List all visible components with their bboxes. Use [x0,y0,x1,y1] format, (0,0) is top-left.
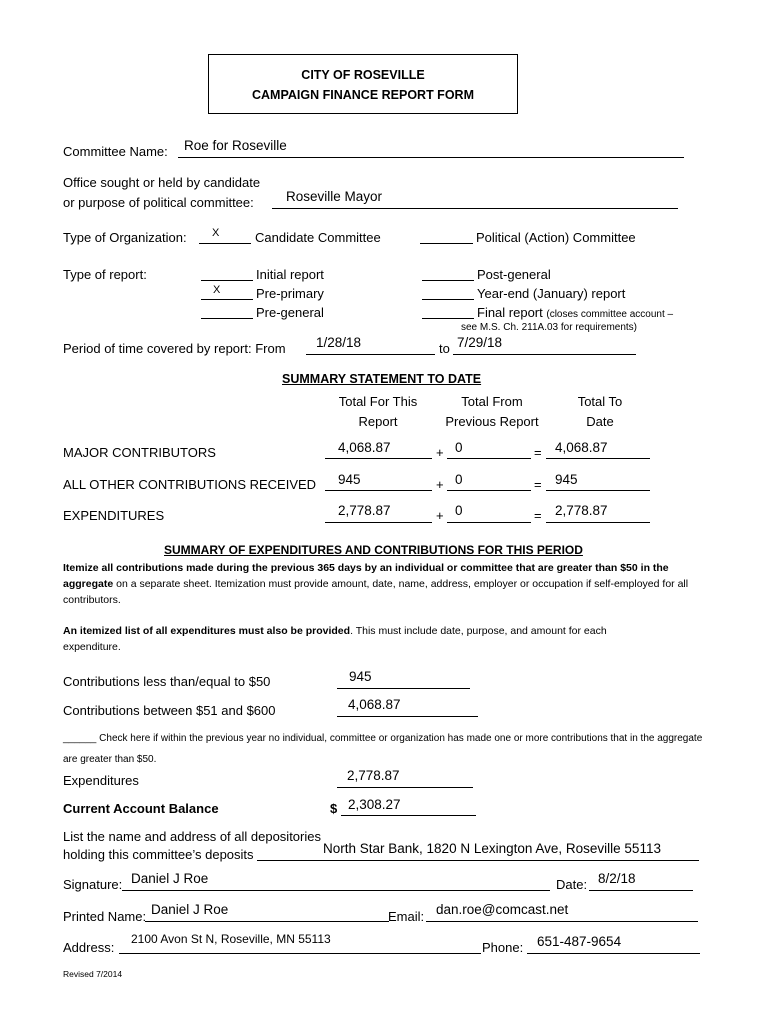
email-value[interactable]: dan.roe@comcast.net [436,902,569,917]
printed-name-value[interactable]: Daniel J Roe [151,902,229,917]
summary-row-total-line [546,458,650,459]
postgeneral-label: Post-general [477,267,551,282]
summary-row-prev[interactable]: 0 [455,440,463,455]
itemize-contributions-paragraph [63,560,713,608]
preprimary-mark: X [213,284,221,296]
plus-sign: + [436,508,444,523]
itemize-expenditures-bold: An itemized list of all expenditures must also be provided [63,625,351,637]
summary-title: SUMMARY STATEMENT TO DATE [282,372,482,386]
revised-note: Revised 7/2014 [63,969,123,979]
printed-name-line [145,921,389,922]
depositories-value[interactable]: North Star Bank, 1820 N Lexington Ave, Roseville 55113 [323,841,661,856]
summary-row-total-line [546,522,650,523]
no-large-contributions-check [63,728,713,770]
summary-row-label: ALL OTHER CONTRIBUTIONS RECEIVED [63,477,317,492]
equals-sign: = [534,445,542,460]
office-line [272,208,678,209]
initial-report-label: Initial report [256,267,324,282]
itemize-contributions-rest: on a separate sheet. Itemization must provide amount, date, name, address, employer or occupation if self-employed for all contributors. [63,578,689,606]
political-committee-label: Political (Action) Committee [476,230,636,245]
summary-row-this[interactable]: 2,778.87 [338,503,391,518]
depositories-line [257,860,699,861]
date-value[interactable]: 8/2/18 [598,871,636,886]
current-balance-line [341,815,476,816]
report-type-label: Type of report: [63,267,147,282]
form-title-report: CAMPAIGN FINANCE REPORT FORM [252,88,474,102]
col-total-header-2: Date [586,414,614,429]
email-line [426,921,698,922]
itemize-contributions-bold: Itemize all contributions made during the previous 365 days by an individual or committee that are greater than $50 in the aggregate [63,562,669,590]
candidate-committee-blank[interactable] [199,243,251,244]
summary-row-prev[interactable]: 0 [455,472,463,487]
summary-row-prev[interactable]: 0 [455,503,463,518]
signature-line [122,890,550,891]
email-label: Email: [388,909,425,924]
itemize-expenditures-paragraph [63,623,663,655]
depositories-label-line2: holding this committee’s deposits [63,847,254,862]
col-previous-header-1: Total From [461,394,523,409]
printed-name-label: Printed Name: [63,909,147,924]
summary-row-this[interactable]: 4,068.87 [338,440,391,455]
political-committee-blank[interactable] [420,243,473,244]
phone-label: Phone: [482,940,524,955]
depositories-label-line1: List the name and address of all depositories [63,829,321,844]
expenditures-summary-title: SUMMARY OF EXPENDITURES AND CONTRIBUTIONS FOR THIS PERIOD [164,543,583,557]
summary-row-this-line [325,458,432,459]
current-balance-dollar: $ [330,801,338,816]
summary-row-prev-line [447,490,531,491]
date-line [589,890,693,891]
expenditures-label: Expenditures [63,773,139,788]
expenditures-value[interactable]: 2,778.87 [347,768,400,783]
pregeneral-blank[interactable] [201,318,253,319]
date-label: Date: [556,877,588,892]
current-balance-label: Current Account Balance [63,801,219,816]
candidate-committee-mark: X [212,227,220,239]
organization-type-label: Type of Organization: [63,230,187,245]
preprimary-label: Pre-primary [256,286,324,301]
final-report-note-line2: see M.S. Ch. 211A.03 for requirements) [461,322,638,333]
summary-row-total[interactable]: 4,068.87 [555,440,608,455]
col-this-report-header-1: Total For This [338,394,418,409]
period-to-value[interactable]: 7/29/18 [457,335,503,350]
current-balance-value[interactable]: 2,308.27 [348,797,401,812]
form-title-city: CITY OF ROSEVILLE [301,68,425,82]
period-from-line [306,354,435,355]
form-title-box [208,54,518,114]
period-label: Period of time covered by report: From [63,341,286,356]
address-value[interactable]: 2100 Avon St N, Roseville, MN 55113 [131,932,331,946]
signature-value[interactable]: Daniel J Roe [131,871,209,886]
final-report-label-text: Final report [477,305,543,320]
pregeneral-label: Pre-general [256,305,324,320]
phone-value[interactable]: 651-487-9654 [537,934,622,949]
committee-name-line [178,157,684,158]
preprimary-blank[interactable] [201,299,253,300]
committee-name-label: Committee Name: [63,144,168,159]
signature-label: Signature: [63,877,123,892]
summary-row-label: EXPENDITURES [63,508,165,523]
address-label: Address: [63,940,115,955]
equals-sign: = [534,508,542,523]
no-large-contributions-text: Check here if within the previous year no individual, committee or organization has made one or more contributions that in the aggregate are greater than $50. [63,733,703,765]
col-total-header-1: Total To [577,394,623,409]
contributions-small-line [337,688,470,689]
postgeneral-blank[interactable] [422,280,474,281]
address-line [119,953,481,954]
office-label-line2: or purpose of political committee: [63,195,254,210]
contributions-small-value[interactable]: 945 [349,669,372,684]
yearend-blank[interactable] [422,299,474,300]
equals-sign: = [534,477,542,492]
summary-row-total-line [546,490,650,491]
itemize-expenditures-rest: . This must include date, purpose, and amount for each expenditure. [63,625,607,653]
plus-sign: + [436,445,444,460]
final-report-label [477,305,673,320]
final-report-note: (closes committee account – [546,309,674,320]
office-label-line1: Office sought or held by candidate [63,175,261,190]
contributions-mid-label: Contributions between $51 and $600 [63,703,276,718]
candidate-committee-label: Candidate Committee [255,230,381,245]
office-value[interactable]: Roseville Mayor [286,189,383,204]
contributions-mid-line [337,716,478,717]
summary-row-this-line [325,490,432,491]
phone-line [527,953,700,954]
summary-row-total[interactable]: 945 [555,472,578,487]
col-this-report-header-2: Report [358,414,398,429]
final-report-blank[interactable] [422,318,474,319]
contributions-small-label: Contributions less than/equal to $50 [63,674,271,689]
no-large-contributions-blank[interactable]: ______ [63,733,97,744]
plus-sign: + [436,477,444,492]
summary-row-prev-line [447,458,531,459]
summary-row-this[interactable]: 945 [338,472,361,487]
period-to-label: to [439,341,450,356]
summary-row-this-line [325,522,432,523]
yearend-label: Year-end (January) report [477,286,626,301]
contributions-mid-value[interactable]: 4,068.87 [348,697,401,712]
summary-row-label: MAJOR CONTRIBUTORS [63,445,216,460]
expenditures-line [337,787,473,788]
summary-row-total[interactable]: 2,778.87 [555,503,608,518]
summary-row-prev-line [447,522,531,523]
committee-name-value[interactable]: Roe for Roseville [184,138,287,153]
period-from-value[interactable]: 1/28/18 [316,335,362,350]
period-to-line [453,354,636,355]
col-previous-header-2: Previous Report [445,414,539,429]
initial-report-blank[interactable] [201,280,253,281]
